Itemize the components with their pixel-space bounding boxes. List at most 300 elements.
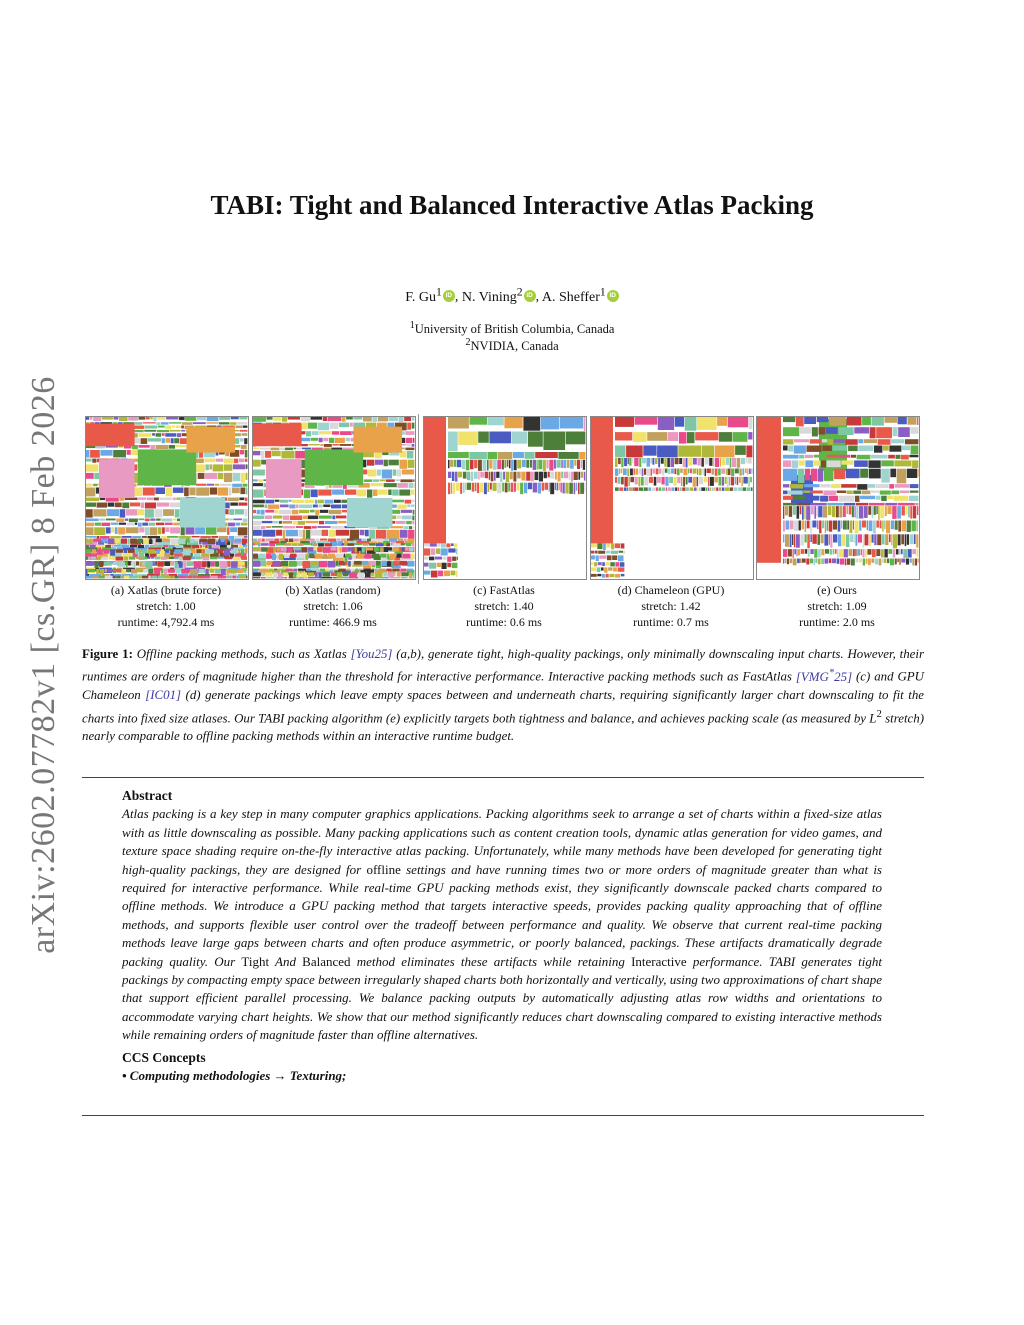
atlas-chart (862, 521, 866, 528)
atlas-chart (807, 534, 810, 548)
orcid-icon[interactable]: iD (524, 290, 536, 302)
atlas-chart (206, 422, 218, 424)
atlas-chart (390, 554, 396, 559)
atlas-chart (281, 561, 288, 566)
atlas-chart (651, 458, 652, 464)
atlas-chart (304, 490, 310, 499)
atlas-chart (218, 473, 224, 479)
atlas-chart (399, 490, 410, 496)
atlas-chart (748, 458, 752, 464)
atlas-chart (115, 503, 122, 508)
atlas-chart (342, 547, 347, 552)
atlas-chart (375, 569, 378, 572)
atlas-chart (888, 455, 895, 459)
atlas-chart (871, 491, 879, 493)
atlas-chart (253, 448, 259, 450)
atlas-chart (107, 509, 119, 516)
atlas-chart (351, 569, 355, 572)
atlas-chart (324, 444, 332, 447)
atlas-chart (93, 484, 97, 487)
atlas-chart (318, 500, 324, 504)
atlas-chart (783, 427, 799, 436)
atlas-chart (651, 469, 652, 476)
atlas-chart (615, 469, 618, 476)
atlas-chart (634, 487, 638, 491)
atlas-chart (345, 543, 347, 546)
atlas-chart (909, 455, 918, 458)
atlas-chart (237, 576, 239, 579)
atlas-chart (239, 417, 247, 419)
atlas-chart (220, 484, 232, 486)
atlas-chart (666, 487, 667, 491)
atlas-chart (805, 469, 810, 481)
atlas-chart (539, 472, 543, 482)
atlas-chart (537, 460, 538, 470)
atlas-chart (365, 547, 373, 550)
atlas-chart (854, 427, 869, 433)
atlas-chart (253, 500, 265, 504)
atlas-chart (139, 576, 142, 579)
atlas-chart (408, 530, 414, 540)
panel-caption-a: (a) Xatlas (brute force) stretch: 1.00 runtime: 4,792.4 ms (110, 583, 222, 629)
atlas-chart (279, 521, 282, 524)
atlas-chart (163, 539, 170, 543)
atlas-chart (607, 555, 612, 560)
atlas-chart (810, 521, 812, 534)
atlas-chart (828, 506, 831, 515)
atlas-chart (196, 557, 202, 560)
atlas-chart (353, 417, 362, 420)
atlas-chart (187, 576, 192, 579)
panel-caption-e: (e) Ours stretch: 1.09 runtime: 2.0 ms (799, 583, 875, 629)
atlas-chart (121, 545, 129, 548)
atlas-chart (312, 526, 317, 528)
atlas-chart (821, 460, 826, 467)
atlas-chart (105, 576, 113, 579)
atlas-chart (844, 503, 856, 506)
atlas-chart (555, 483, 556, 490)
atlas-chart (279, 510, 291, 514)
atlas-chart (130, 576, 138, 579)
atlas-chart (305, 500, 315, 503)
atlas-chart (877, 506, 878, 514)
atlas-chart (406, 521, 412, 524)
atlas-chart (401, 444, 406, 446)
atlas-chart (619, 469, 620, 475)
atlas-chart (296, 526, 303, 528)
atlas-chart (836, 506, 839, 517)
atlas-chart (320, 539, 327, 541)
atlas-chart (732, 458, 736, 467)
atlas-chart (697, 477, 699, 486)
atlas-chart (350, 530, 359, 540)
atlas-chart (376, 543, 383, 546)
atlas-chart (371, 483, 384, 486)
atlas-chart (180, 498, 225, 527)
atlas-chart (693, 469, 697, 474)
atlas-chart (747, 487, 751, 491)
atlas-chart (715, 469, 718, 476)
atlas-chart (307, 569, 311, 571)
atlas-chart (624, 551, 625, 554)
atlas-chart (166, 488, 173, 497)
atlas-chart (155, 561, 157, 565)
atlas-chart (483, 460, 487, 471)
atlas-chart (138, 519, 144, 521)
atlas-chart (310, 510, 315, 513)
atlas-chart (799, 521, 801, 531)
atlas-chart (260, 510, 264, 515)
atlas-chart (240, 430, 248, 432)
atlas-chart (429, 563, 436, 569)
atlas-chart (854, 534, 855, 543)
atlas-chart (124, 576, 129, 579)
atlas-chart (261, 547, 268, 551)
atlas-chart (219, 576, 227, 579)
atlas-chart (783, 455, 799, 459)
atlas-chart (331, 526, 344, 529)
atlas-chart (341, 539, 346, 541)
atlas-chart (599, 555, 606, 558)
atlas-chart (407, 539, 414, 542)
atlas-chart (235, 523, 240, 526)
atlas-chart (790, 534, 792, 547)
atlas-chart (748, 477, 749, 487)
atlas-chart (401, 577, 408, 578)
atlas-chart (105, 569, 107, 572)
atlas-chart (848, 446, 858, 452)
atlas-chart (870, 427, 876, 438)
atlas-chart (686, 477, 688, 485)
atlas-chart (86, 417, 89, 420)
atlas-chart (154, 498, 159, 501)
atlas-chart (154, 569, 160, 574)
atlas-chart (680, 487, 682, 491)
atlas-chart (531, 472, 534, 482)
atlas-chart (823, 491, 836, 496)
atlas-chart (149, 523, 156, 526)
atlas-chart (469, 452, 487, 459)
atlas-chart (260, 569, 268, 571)
atlas-chart (148, 557, 150, 559)
atlas-chart (505, 483, 508, 493)
atlas-chart (128, 549, 135, 553)
atlas-chart (409, 547, 414, 551)
author-1[interactable]: F. Gu$^1$ iD (405, 290, 455, 305)
atlas-chart (228, 498, 239, 502)
atlas-chart (380, 554, 386, 558)
atlas-chart (814, 460, 821, 465)
atlas-chart (402, 431, 405, 435)
atlas-chart (362, 543, 368, 546)
atlas-chart (166, 438, 171, 443)
atlas-chart (86, 464, 98, 471)
atlas-chart (150, 527, 158, 535)
atlas-chart (231, 545, 238, 548)
atlas-chart (142, 549, 147, 553)
atlas-chart (677, 477, 680, 483)
figure-caption: Figure 1: Offline packing methods, such as Xatlas [You25] (a,b), generate tight, high-quality packings, only minimally downscaling input charts. However, their runtimes are orders of magnitude higher than the threshold for interactive performance. Interactive packing methods such as FastAtlas [VMG*25] (c) and GPU Chameleon [IC01] (d) generate packings which leave empty spaces between and underneath charts, requiring significantly larger chart downscaling to fit the charts into fixed size atlases. Our TABI packing algorithm (e) explicitly targets both tightness and balance, and achieves packing scale (as measured by $L^2$ stretch) nearly comparable to offline packing methods within an interactive runtime budget. (82, 647, 925, 744)
atlas-chart (345, 490, 356, 495)
atlas-chart (799, 455, 804, 459)
atlas-chart (384, 547, 392, 550)
atlas-chart (242, 433, 248, 436)
atlas-chart (245, 549, 248, 554)
atlas-chart (869, 521, 873, 532)
atlas-chart (86, 459, 92, 462)
atlas-chart (793, 559, 797, 566)
citation-link[interactable]: [You25] (350, 647, 393, 661)
atlas-chart (337, 539, 341, 541)
atlas-chart (542, 483, 544, 491)
atlas-chart (739, 477, 741, 483)
atlas-chart (581, 460, 583, 468)
atlas-chart (331, 572, 336, 576)
atlas-chart (235, 509, 244, 514)
atlas-chart (314, 547, 317, 550)
atlas-chart (371, 569, 374, 571)
atlas-chart (100, 536, 110, 539)
atlas-chart (635, 417, 658, 425)
atlas-panel-d (590, 416, 754, 580)
atlas-chart (183, 545, 191, 548)
atlas-chart (652, 487, 656, 491)
atlas-chart (608, 567, 612, 570)
atlas-chart (308, 423, 317, 429)
atlas-chart (158, 527, 162, 534)
ccs-item: • Computing methodologies → Texturing; (122, 1068, 347, 1084)
atlas-chart (897, 506, 901, 518)
atlas-chart (142, 561, 145, 565)
atlas-chart (535, 472, 539, 480)
atlas-chart (615, 417, 634, 427)
atlas-chart (298, 543, 304, 546)
atlas-chart (555, 472, 557, 480)
atlas-chart (882, 534, 885, 544)
atlas-chart (560, 417, 583, 429)
atlas-chart (265, 500, 274, 504)
atlas-chart (412, 500, 415, 502)
atlas-chart (331, 569, 338, 571)
atlas-chart (219, 536, 228, 539)
atlas-chart (186, 539, 189, 543)
atlas-chart (523, 417, 540, 431)
atlas-chart (342, 417, 346, 422)
atlas-chart (852, 506, 854, 517)
atlas-chart (862, 491, 871, 495)
author-3[interactable]: A. Sheffer$^1$ iD (542, 290, 619, 305)
atlas-chart (591, 562, 594, 565)
atlas-chart (902, 521, 906, 532)
atlas-chart (722, 477, 724, 486)
atlas-chart (797, 549, 798, 556)
atlas-chart (232, 576, 236, 579)
atlas-chart (917, 506, 919, 515)
atlas-chart (215, 484, 220, 486)
atlas-chart (899, 549, 900, 555)
atlas-chart (92, 549, 96, 554)
atlas-chart (708, 487, 710, 491)
atlas-chart (243, 519, 248, 523)
atlas-chart (602, 562, 605, 566)
atlas-chart (535, 452, 558, 458)
atlas-chart (738, 487, 742, 491)
atlas-chart (783, 460, 791, 467)
atlas-chart (284, 543, 291, 546)
atlas-chart (378, 569, 385, 572)
atlas-chart (179, 417, 185, 420)
atlas-chart (308, 444, 319, 445)
atlas-chart (357, 490, 367, 497)
atlas-chart (101, 557, 108, 560)
atlas-chart (731, 477, 734, 486)
atlas-chart (810, 549, 813, 554)
atlas-chart (332, 516, 335, 520)
atlas-chart (286, 530, 298, 537)
atlas-chart (903, 549, 907, 558)
atlas-chart (86, 519, 99, 522)
atlas-chart (847, 491, 853, 495)
atlas-chart (857, 549, 860, 556)
atlas-chart (86, 424, 135, 447)
atlas-chart (118, 527, 125, 534)
atlas-chart (884, 559, 887, 563)
atlas-chart (397, 470, 401, 477)
atlas-chart (301, 417, 310, 421)
atlas-chart (193, 422, 206, 424)
atlas-chart (817, 534, 820, 545)
citation-link[interactable]: [IC01] (145, 688, 182, 703)
atlas-chart (859, 559, 862, 563)
atlas-chart (230, 527, 237, 532)
atlas-chart (678, 487, 679, 491)
atlas-chart (908, 417, 917, 425)
atlas-chart (872, 534, 874, 542)
atlas-chart (86, 523, 94, 527)
atlas-chart (294, 572, 296, 578)
atlas-chart (408, 460, 415, 468)
atlas-chart (886, 521, 890, 534)
atlas-chart (238, 561, 245, 565)
citation-link[interactable]: [VMG*25] (795, 666, 853, 684)
atlas-chart (842, 534, 846, 546)
atlas-chart (170, 549, 174, 555)
atlas-chart (336, 554, 343, 558)
atlas-chart (279, 554, 284, 560)
atlas-chart (253, 483, 263, 486)
atlas-chart (510, 472, 513, 480)
atlas-chart (805, 496, 819, 501)
atlas-chart (388, 490, 391, 496)
atlas-chart (643, 446, 656, 456)
atlas-chart (574, 472, 578, 480)
atlas-chart (166, 417, 178, 420)
atlas-chart (725, 477, 727, 484)
atlas-chart (465, 483, 466, 490)
atlas-chart (456, 483, 460, 491)
atlas-chart (261, 543, 269, 546)
atlas-chart (115, 527, 118, 534)
atlas-chart (161, 569, 164, 574)
atlas-chart (858, 439, 863, 443)
atlas-chart (621, 477, 624, 485)
atlas-chart (788, 491, 803, 495)
atlas-chart (454, 543, 457, 547)
atlas-chart (280, 448, 284, 450)
atlas-image-a (86, 417, 248, 579)
atlas-chart (241, 523, 247, 526)
orcid-icon[interactable]: iD (443, 290, 455, 302)
atlas-chart (661, 458, 664, 464)
author-2[interactable]: N. Vining$^2$ iD (462, 290, 536, 305)
atlas-chart (347, 539, 354, 541)
atlas-chart (880, 521, 882, 529)
atlas-chart (182, 422, 193, 425)
atlas-chart (489, 432, 511, 444)
atlas-chart (323, 547, 330, 553)
atlas-chart (688, 469, 689, 474)
atlas-chart (577, 460, 580, 469)
atlas-chart (679, 458, 682, 464)
atlas-chart (86, 488, 95, 497)
atlas-chart (463, 472, 466, 479)
atlas-chart (359, 569, 363, 571)
atlas-chart (734, 487, 738, 491)
atlas-chart (318, 543, 324, 546)
atlas-chart (438, 571, 443, 577)
atlas-chart (652, 458, 654, 465)
atlas-chart (246, 576, 247, 579)
atlas-chart (860, 469, 868, 478)
atlas-chart (783, 491, 788, 495)
atlas-chart (358, 539, 362, 542)
atlas-chart (693, 477, 696, 487)
orcid-icon[interactable]: iD (607, 290, 619, 302)
atlas-chart (108, 503, 115, 507)
atlas-chart (306, 431, 311, 436)
atlas-chart (373, 479, 380, 481)
atlas-chart (392, 569, 399, 572)
section-rule-top (82, 777, 924, 778)
atlas-chart (863, 559, 865, 566)
atlas-chart (244, 536, 248, 538)
atlas-chart (618, 477, 621, 484)
atlas-chart (647, 469, 650, 476)
atlas-chart (581, 472, 584, 478)
atlas-chart (656, 487, 658, 491)
atlas-chart (841, 484, 856, 488)
atlas-chart (654, 477, 657, 486)
atlas-chart (297, 554, 305, 559)
atlas-chart (315, 539, 319, 542)
atlas-chart (230, 539, 234, 543)
atlas-chart (401, 510, 412, 513)
atlas-chart (912, 559, 914, 566)
atlas-chart (701, 487, 705, 491)
atlas-chart (368, 470, 376, 477)
atlas-chart (865, 534, 869, 545)
atlas-chart (647, 432, 667, 441)
atlas-chart (811, 503, 827, 506)
atlas-chart (253, 424, 302, 447)
atlas-chart (917, 417, 918, 425)
atlas-chart (130, 503, 140, 507)
atlas-chart (143, 569, 148, 573)
atlas-chart (817, 521, 818, 530)
atlas-chart (829, 521, 832, 532)
atlas-chart (144, 430, 156, 432)
atlas-chart (715, 446, 735, 458)
